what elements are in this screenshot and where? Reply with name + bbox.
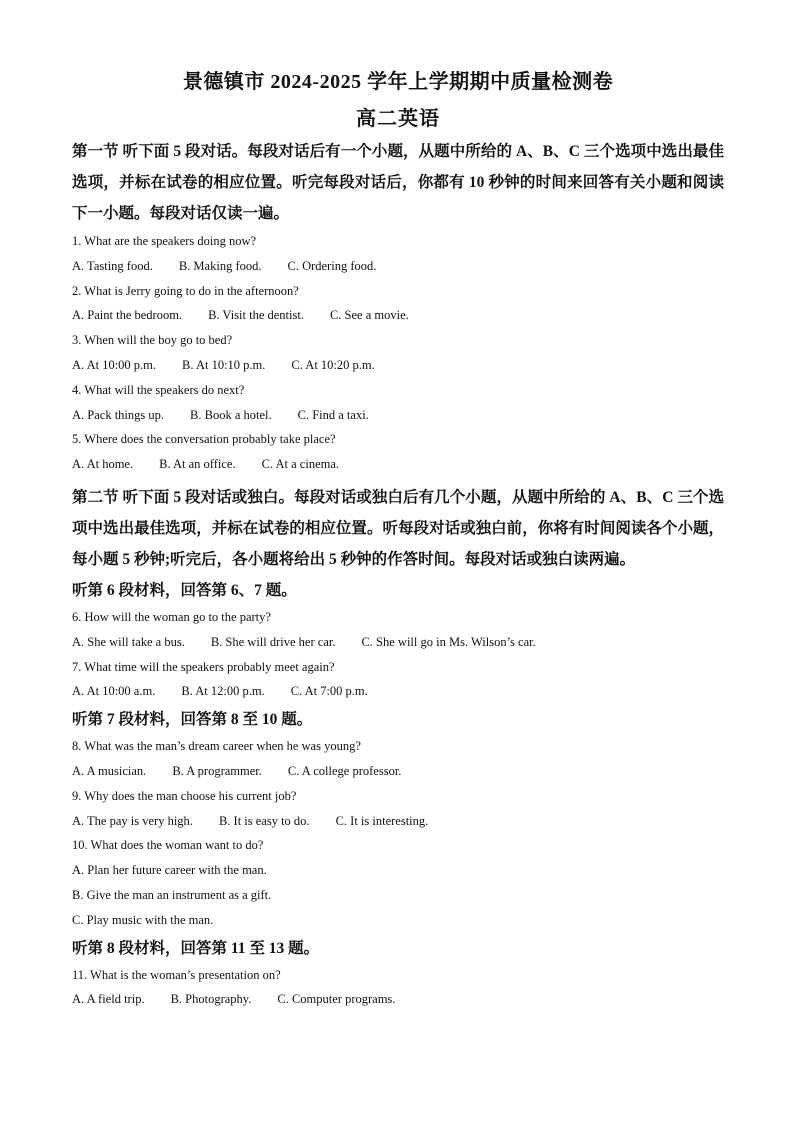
question-4-options: [72, 403, 724, 428]
group-6-label: 听第 6 段材料，回答第 6、7 题。: [72, 581, 297, 599]
group-7-label: 听第 7 段材料，回答第 8 至 10 题。: [72, 711, 313, 729]
question-8-options: [72, 759, 724, 784]
option-a: A. She will take a bus.: [72, 634, 185, 649]
part2-instructions: 第二节 听下面 5 段对话或独白。每段对话或独白后有几个小题，从题中所给的 A、B、C 三个选项中选出最佳选项，并标在试卷的相应位置。听每段对话或独白前，你将有时间阅读各个小题，每小题 5 秒钟;听完后，各小题将给出 5 秒钟的作答时间。每段对话或独白读两遍。: [72, 488, 724, 568]
question-4: 4. What will the speakers do next?: [72, 382, 245, 397]
option-c: C. Find a taxi.: [297, 407, 369, 422]
question-5-options: [72, 452, 724, 477]
part1-instructions: 第一节 听下面 5 段对话。每段对话后有一个小题，从题中所给的 A、B、C 三个选项中选出最佳选项，并标在试卷的相应位置。听完每段对话后，你都有 10 秒钟的时间来回答有关小题和阅读下一小题。每段对话仅读一遍。: [72, 143, 724, 222]
question-11: 11. What is the woman’s presentation on?: [72, 967, 281, 982]
option-c: C. A college professor.: [287, 763, 402, 778]
option-b: B. At 10:10 p.m.: [182, 357, 266, 372]
exam-title: 景德镇市 2024-2025 学年上学期期中质量检测卷: [182, 71, 614, 93]
option-b: B. Visit the dentist.: [208, 308, 304, 323]
option-c: C. At 7:00 p.m.: [290, 684, 368, 699]
question-7-options: [72, 679, 724, 704]
question-5: 5. Where does the conversation probably take place?: [72, 432, 336, 447]
question-3-options: [72, 353, 724, 378]
option-a: A. The pay is very high.: [72, 813, 193, 828]
question-1: 1. What are the speakers doing now?: [72, 234, 257, 248]
option-a: A. Tasting food.: [72, 258, 153, 273]
question-9-options: [72, 809, 724, 834]
option-c: C. Computer programs.: [277, 992, 396, 1007]
option-a: A. Paint the bedroom.: [72, 308, 183, 323]
option-b: B. It is easy to do.: [218, 813, 310, 828]
option-a: A. At 10:00 p.m.: [72, 357, 157, 372]
question-6: 6. How will the woman go to the party?: [72, 609, 271, 624]
option-a: A. A field trip.: [72, 992, 145, 1007]
option-b: B. Give the man an instrument as a gift.: [72, 887, 272, 902]
option-b: B. Photography.: [170, 992, 252, 1007]
option-b: B. At an office.: [159, 457, 236, 472]
group-8-label: 听第 8 段材料，回答第 11 至 13 题。: [72, 939, 320, 957]
option-c: C. It is interesting.: [335, 813, 429, 828]
option-b: B. She will drive her car.: [210, 634, 336, 649]
option-b: B. A programmer.: [172, 763, 262, 778]
option-c: C. Ordering food.: [287, 258, 377, 273]
option-c: C. At a cinema.: [261, 457, 340, 472]
question-10: 10. What does the woman want to do?: [72, 838, 264, 853]
question-11-options: [72, 987, 724, 1012]
question-7: 7. What time will the speakers probably meet again?: [72, 659, 335, 674]
part1-questions: [72, 229, 724, 477]
question-2: 2. What is Jerry going to do in the afternoon?: [72, 283, 299, 298]
option-a: A. Pack things up.: [72, 407, 165, 422]
question-2-options: [72, 303, 724, 328]
option-b: B. Book a hotel.: [190, 407, 272, 422]
option-a: A. Plan her future career with the man.: [72, 863, 267, 878]
exam-subtitle: 高二英语: [356, 108, 440, 130]
option-b: B. At 12:00 p.m.: [181, 684, 265, 699]
question-3: 3. When will the boy go to bed?: [72, 333, 233, 348]
option-a: A. A musician.: [72, 763, 147, 778]
question-9: 9. Why does the man choose his current job?: [72, 788, 297, 803]
option-c: C. At 10:20 p.m.: [291, 357, 375, 372]
option-c: C. Play music with the man.: [72, 912, 214, 927]
question-8: 8. What was the man’s dream career when he was young?: [72, 739, 361, 754]
option-b: B. Making food.: [178, 258, 262, 273]
option-c: C. She will go in Ms. Wilson’s car.: [361, 634, 536, 649]
option-a: A. At home.: [72, 457, 134, 472]
option-c: C. See a movie.: [329, 308, 409, 323]
question-1-options: [72, 254, 724, 279]
option-a: A. At 10:00 a.m.: [72, 684, 156, 699]
question-6-options: [72, 630, 724, 655]
